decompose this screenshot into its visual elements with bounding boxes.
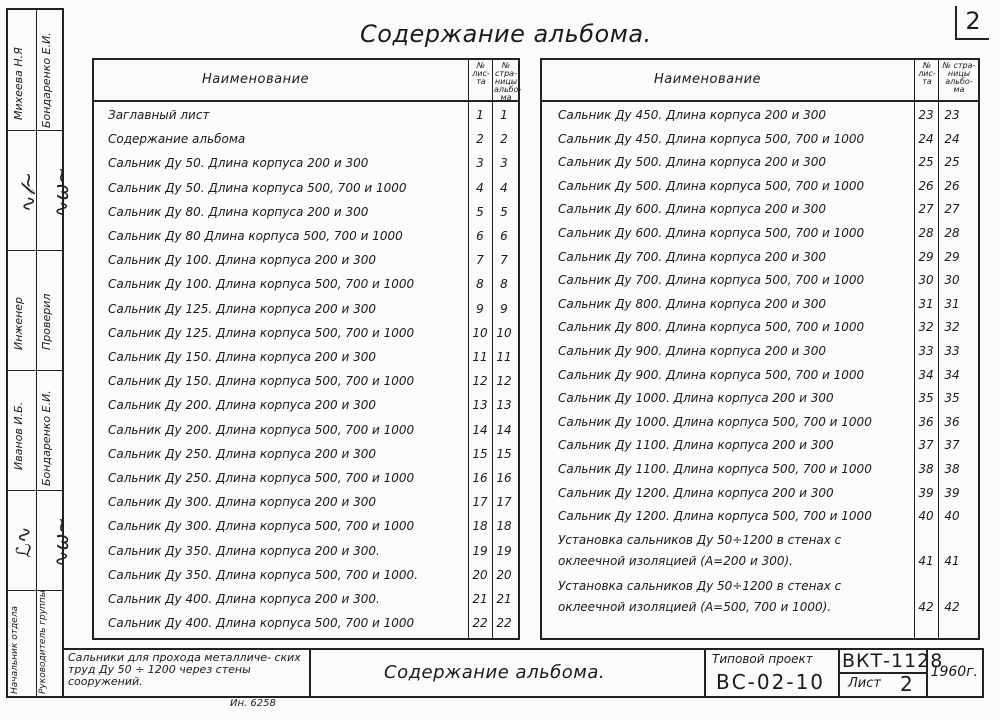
row-album-page: 33 [944, 344, 960, 358]
table-row [94, 128, 518, 151]
table-row [94, 419, 518, 442]
table-row [542, 411, 978, 434]
row-sheet-no: 13 [472, 398, 488, 413]
table-row [94, 298, 518, 321]
row-album-page: 16 [496, 471, 512, 485]
row-name: Сальник Ду 1000. Длина корпуса 200 и 300 [558, 391, 834, 406]
row-album-page: 42 [944, 599, 960, 614]
row-name: Сальник Ду 200. Длина корпуса 500, 700 и 1000 [108, 422, 415, 437]
table-row [94, 443, 518, 466]
row-sheet-no: 10 [472, 325, 488, 340]
row-name: Сальник Ду 350. Длина корпуса 200 и 300. [108, 543, 380, 558]
row-album-page: 28 [944, 226, 960, 240]
row-sheet-no: 8 [476, 277, 484, 292]
row-name-line1: Установка сальников Ду 50÷1200 в стенах с [558, 532, 842, 547]
row-album-page: 31 [944, 296, 960, 311]
title-block [64, 648, 984, 698]
row-sheet-no: 3 [476, 156, 484, 171]
row-sheet-no: 28 [918, 226, 934, 240]
row-name: Сальник Ду 1000. Длина корпуса 500, 700 и 1000 [558, 414, 872, 429]
table-row [94, 152, 518, 175]
name-ivanov: Иванов И.Б. [12, 401, 25, 470]
table-row [542, 434, 978, 457]
table-row [94, 515, 518, 538]
row-sheet-no: 26 [918, 178, 934, 193]
name-bondarenko-1: Бондаренко Е.И. [40, 32, 53, 128]
row-album-page: 39 [944, 485, 960, 500]
row-name: Сальник Ду 700. Длина корпуса 500, 700 и 1000 [558, 273, 865, 288]
contents-table-right [540, 58, 980, 640]
table-row [542, 246, 978, 269]
table-row [94, 540, 518, 563]
row-album-page: 21 [496, 592, 512, 606]
row-sheet-no: 27 [918, 202, 934, 217]
table-row [542, 387, 978, 410]
table-row [542, 175, 978, 198]
table-row [542, 151, 978, 174]
row-name: Сальник Ду 200. Длина корпуса 200 и 300 [108, 398, 377, 413]
row-sheet-no: 2 [476, 132, 484, 147]
row-album-page: 36 [944, 414, 960, 429]
table-row [542, 340, 978, 363]
row-album-page: 17 [496, 495, 512, 510]
row-album-page: 41 [944, 553, 960, 568]
table-row [94, 104, 518, 127]
row-album-page: 29 [944, 249, 960, 264]
row-sheet-no: 25 [918, 155, 934, 170]
row-sheet-no: 31 [918, 296, 934, 311]
row-album-page: 6 [500, 229, 508, 243]
row-name-line2: оклеечной изоляцией (А=500, 700 и 1000). [558, 599, 832, 614]
row-sheet-no: 24 [918, 131, 934, 146]
row-name: Сальник Ду 1100. Длина корпуса 200 и 300 [558, 438, 834, 453]
row-sheet-no: 38 [918, 462, 934, 476]
page-number: 2 [955, 6, 989, 40]
row-album-page: 13 [496, 398, 512, 413]
row-name: Сальник Ду 500. Длина корпуса 200 и 300 [558, 155, 827, 170]
row-name: Сальник Ду 400. Длина корпуса 200 и 300. [108, 592, 380, 606]
row-name: Сальник Ду 1200. Длина корпуса 500, 700 и 1000 [558, 509, 872, 524]
row-sheet-no: 37 [918, 438, 934, 453]
row-name: Сальник Ду 125. Длина корпуса 200 и 300 [108, 301, 377, 316]
table-row [94, 467, 518, 490]
row-sheet-no: 15 [472, 446, 488, 461]
header-sheet-no: № лис- та [472, 61, 490, 86]
row-name: Сальник Ду 900. Длина корпуса 500, 700 и 1000 [558, 367, 865, 382]
row-album-page: 25 [944, 155, 960, 170]
row-sheet-no: 5 [476, 204, 484, 219]
row-sheet-no: 11 [472, 350, 488, 364]
role-head: Начальник отдела [10, 606, 20, 694]
row-album-page: 2 [500, 132, 508, 147]
row-album-page: 5 [500, 204, 508, 219]
row-sheet-no: 29 [918, 249, 934, 264]
row-album-page: 15 [496, 446, 512, 461]
row-name: Сальник Ду 900. Длина корпуса 200 и 300 [558, 344, 827, 358]
row-name: Сальник Ду 80. Длина корпуса 200 и 300 [108, 204, 369, 219]
name-miheeva: Михеева Н.Я [12, 47, 25, 120]
row-name: Сальник Ду 400. Длина корпуса 500, 700 и 1000 [108, 616, 415, 631]
header-name: Наименование [654, 72, 762, 87]
row-sheet-no: 4 [476, 180, 484, 195]
row-sheet-no: 35 [918, 391, 934, 406]
role-lead: Руководитель группы [38, 590, 48, 694]
row-sheet-no: 16 [472, 471, 488, 485]
row-album-page: 10 [496, 325, 512, 340]
row-sheet-no: 23 [918, 108, 934, 122]
role-checked: Проверил [40, 293, 53, 350]
row-album-page: 19 [496, 543, 512, 558]
row-name: Сальник Ду 600. Длина корпуса 500, 700 и 1000 [558, 226, 865, 240]
row-name: Сальник Ду 50. Длина корпуса 500, 700 и 1000 [108, 180, 407, 195]
row-name: Сальник Ду 50. Длина корпуса 200 и 300 [108, 156, 369, 171]
row-sheet-no: 39 [918, 485, 934, 500]
table-row [94, 177, 518, 200]
row-sheet-no: 42 [918, 599, 934, 614]
row-sheet-no: 1 [476, 108, 484, 122]
row-name: Сальник Ду 300. Длина корпуса 200 и 300 [108, 495, 377, 510]
row-album-page: 32 [944, 320, 960, 335]
row-sheet-no: 21 [472, 592, 488, 606]
contents-table-left [92, 58, 520, 640]
title-block-title: Содержание альбома. [384, 662, 606, 683]
table-row [542, 269, 978, 292]
row-album-page: 8 [500, 277, 508, 292]
page-title: Содержание альбома. [360, 20, 652, 48]
row-album-page: 22 [496, 616, 512, 631]
table-row [94, 491, 518, 514]
role-engineer: Инженер [12, 296, 25, 350]
row-name: Сальник Ду 150. Длина корпуса 500, 700 и 1000 [108, 374, 415, 389]
table-row [542, 104, 978, 127]
row-album-page: 18 [496, 519, 512, 534]
table-row [542, 529, 978, 573]
row-sheet-no: 22 [472, 616, 488, 631]
table-row [542, 293, 978, 316]
table-row [542, 316, 978, 339]
table-row [94, 225, 518, 248]
row-album-page: 38 [944, 462, 960, 476]
row-name: Сальник Ду 800. Длина корпуса 200 и 300 [558, 296, 827, 311]
row-name: Сальник Ду 250. Длина корпуса 500, 700 и 1000 [108, 471, 415, 485]
row-album-page: 23 [944, 108, 960, 122]
row-name-line1: Установка сальников Ду 50÷1200 в стенах с [558, 578, 842, 593]
row-name: Заглавный лист [108, 108, 210, 122]
row-name-line2: оклеечной изоляцией (А=200 и 300). [558, 553, 793, 568]
year: 1960г. [930, 664, 978, 680]
row-name: Сальник Ду 300. Длина корпуса 500, 700 и 1000 [108, 519, 415, 534]
sheet-label: Лист [848, 676, 881, 691]
row-album-page: 1 [500, 108, 508, 122]
table-row [542, 505, 978, 528]
row-album-page: 24 [944, 131, 960, 146]
row-name: Сальник Ду 100. Длина корпуса 200 и 300 [108, 253, 377, 268]
title-block-subject: Сальники для прохода металличе- ских труд Ду 50 ÷ 1200 через стены сооружений. [68, 651, 301, 688]
row-name: Сальник Ду 1100. Длина корпуса 500, 700 и 1000 [558, 462, 872, 476]
row-album-page: 14 [496, 422, 512, 437]
name-bondarenko-2: Бондаренко Е.И. [40, 390, 53, 486]
row-name: Сальник Ду 450. Длина корпуса 200 и 300 [558, 108, 827, 122]
row-name: Сальник Ду 125. Длина корпуса 500, 700 и 1000 [108, 325, 415, 340]
row-sheet-no: 32 [918, 320, 934, 335]
row-name: Сальник Ду 350. Длина корпуса 500, 700 и 1000. [108, 567, 419, 582]
row-sheet-no: 6 [476, 229, 484, 243]
signature-3: ℒ∿ [11, 526, 36, 558]
row-sheet-no: 33 [918, 344, 934, 358]
table-row [542, 364, 978, 387]
row-album-page: 4 [500, 180, 508, 195]
project-type: Типовой проект [712, 652, 813, 666]
table-row [542, 458, 978, 481]
row-sheet-no: 12 [472, 374, 488, 389]
table-row [94, 273, 518, 296]
inventory-number: Ин. 6258 [230, 698, 276, 709]
header-album-page: № стра- ницы альбо- ма [494, 61, 522, 102]
row-sheet-no: 41 [918, 553, 934, 568]
row-name: Сальник Ду 600. Длина корпуса 200 и 300 [558, 202, 827, 217]
row-name: Сальник Ду 250. Длина корпуса 200 и 300 [108, 446, 377, 461]
table-row [542, 482, 978, 505]
row-name: Сальник Ду 700. Длина корпуса 200 и 300 [558, 249, 827, 264]
signature-4: ∿ѡ~ [49, 516, 74, 568]
table-row [94, 370, 518, 393]
signature-1: ∿𝓁~ [16, 171, 41, 213]
table-row [542, 128, 978, 151]
row-album-page: 3 [500, 156, 508, 171]
row-name: Сальник Ду 800. Длина корпуса 500, 700 и 1000 [558, 320, 865, 335]
row-name: Сальник Ду 450. Длина корпуса 500, 700 и 1000 [558, 131, 865, 146]
row-name: Содержание альбома [108, 132, 246, 147]
header-sheet-no: № лис- та [918, 61, 936, 86]
row-album-page: 27 [944, 202, 960, 217]
row-sheet-no: 20 [472, 567, 488, 582]
row-sheet-no: 34 [918, 367, 934, 382]
row-album-page: 26 [944, 178, 960, 193]
signature-strip [6, 8, 74, 698]
table-row [94, 249, 518, 272]
row-sheet-no: 30 [918, 273, 934, 288]
table-row [94, 612, 518, 635]
row-name: Сальник Ду 100. Длина корпуса 500, 700 и 1000 [108, 277, 415, 292]
row-album-page: 7 [500, 253, 508, 268]
row-album-page: 12 [496, 374, 512, 389]
table-row [94, 394, 518, 417]
row-sheet-no: 36 [918, 414, 934, 429]
row-name: Сальник Ду 1200. Длина корпуса 200 и 300 [558, 485, 834, 500]
table-row [542, 222, 978, 245]
row-album-page: 20 [496, 567, 512, 582]
table-row [94, 201, 518, 224]
row-sheet-no: 19 [472, 543, 488, 558]
project-series: ВС-02-10 [716, 670, 826, 694]
row-album-page: 9 [500, 301, 508, 316]
row-album-page: 30 [944, 273, 960, 288]
signature-2: ∿ѡ~ [49, 166, 74, 218]
row-sheet-no: 40 [918, 509, 934, 524]
table-row [542, 575, 978, 619]
row-sheet-no: 18 [472, 519, 488, 534]
sheet-number: 2 [900, 672, 913, 696]
table-row [94, 588, 518, 611]
row-name: Сальник Ду 500. Длина корпуса 500, 700 и 1000 [558, 178, 865, 193]
row-sheet-no: 9 [476, 301, 484, 316]
header-album-page: № стра- ницы альбо- ма [942, 61, 976, 94]
row-album-page: 11 [496, 350, 512, 364]
table-row [542, 198, 978, 221]
row-album-page: 34 [944, 367, 960, 382]
row-sheet-no: 7 [476, 253, 484, 268]
table-row [94, 564, 518, 587]
row-name: Сальник Ду 150. Длина корпуса 200 и 300 [108, 350, 377, 364]
row-name: Сальник Ду 80 Длина корпуса 500, 700 и 1000 [108, 229, 403, 243]
row-album-page: 40 [944, 509, 960, 524]
row-sheet-no: 17 [472, 495, 488, 510]
row-sheet-no: 14 [472, 422, 488, 437]
drawing-code: ВКТ-1128 [842, 650, 944, 672]
table-row [94, 346, 518, 369]
row-album-page: 37 [944, 438, 960, 453]
table-row [94, 322, 518, 345]
header-name: Наименование [202, 72, 310, 87]
row-album-page: 35 [944, 391, 960, 406]
